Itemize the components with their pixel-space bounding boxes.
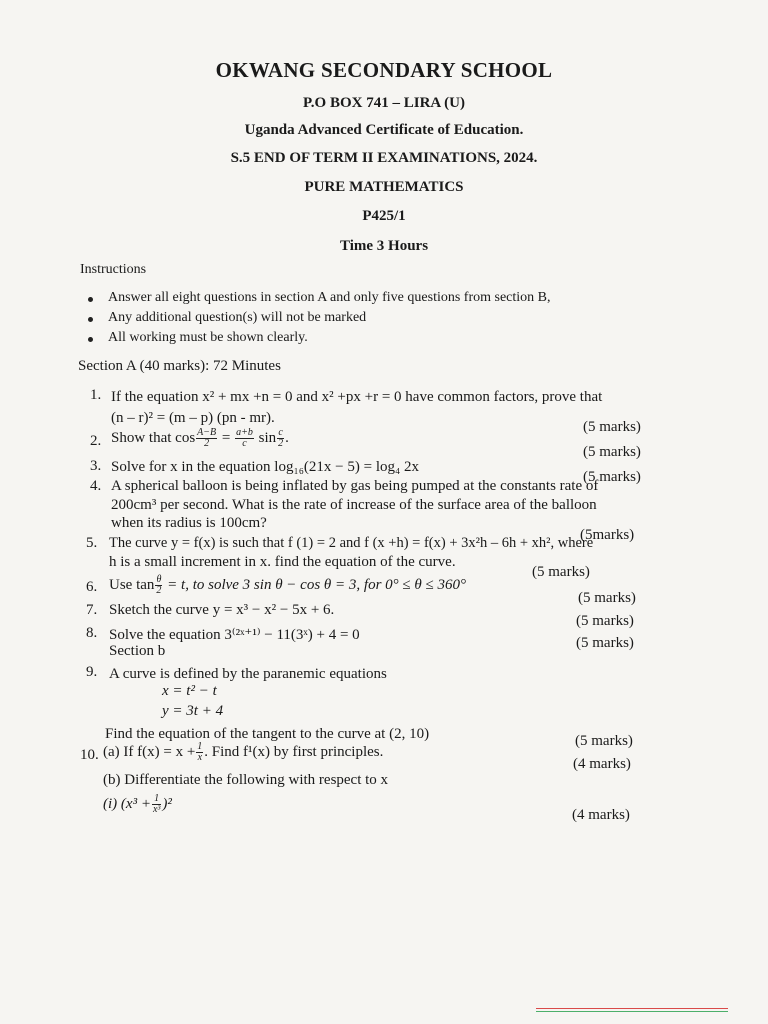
section-a-heading: Section A (40 marks): 72 Minutes bbox=[78, 358, 281, 374]
question-number: 9. bbox=[86, 664, 98, 680]
question-9-line2: Find the equation of the tangent to the curve at (2, 10) bbox=[105, 726, 430, 742]
fraction-numerator: 1 bbox=[197, 741, 203, 752]
q10-i-pre: (x³ + bbox=[120, 795, 151, 812]
question-1-marks: (5 marks) bbox=[583, 419, 641, 435]
q2-text: Show that cos bbox=[111, 429, 196, 446]
question-7-text: Sketch the curve y = x³ − x² − 5x + 6. bbox=[109, 602, 335, 618]
question-number: 1. bbox=[90, 387, 102, 403]
question-4-line1: A spherical balloon is being inflated by gas being pumped at the constants rate of bbox=[111, 478, 599, 494]
question-5-line1: The curve y = f(x) is such that f (1) = 2 and f (x +h) = f(x) + 3x²h – 6h + xh², where bbox=[109, 535, 594, 551]
question-7-marks: (5 marks) bbox=[576, 613, 634, 629]
q10-i-label: (i) bbox=[103, 795, 118, 812]
question-1-line2: (n – r)² = (m – p) (pn - mr). bbox=[111, 410, 275, 426]
fraction bbox=[196, 428, 217, 449]
fraction-numerator: 1 bbox=[152, 794, 161, 805]
question-number: 3. bbox=[90, 458, 102, 474]
instructions-heading: Instructions bbox=[80, 262, 147, 277]
question-9-eq1: x = t² − t bbox=[162, 683, 217, 699]
instruction-item: Any additional question(s) will not be marked bbox=[108, 310, 367, 325]
question-5-line2: h is a small increment in x. find the equation of the curve. bbox=[109, 554, 456, 570]
q10-i-post: )² bbox=[162, 795, 172, 812]
school-address: P.O BOX 741 – LIRA (U) bbox=[303, 95, 465, 111]
question-10a-marks: (4 marks) bbox=[573, 756, 631, 772]
question-6-marks: (5 marks) bbox=[578, 590, 636, 606]
fraction-denominator: 2 bbox=[156, 585, 162, 596]
question-number: 8. bbox=[86, 625, 98, 641]
q2-equals: = bbox=[221, 429, 231, 446]
q6-pre: Use tan bbox=[109, 576, 155, 593]
question-number: 6. bbox=[86, 579, 98, 595]
question-number: 7. bbox=[86, 602, 98, 618]
question-10a-text bbox=[103, 742, 383, 763]
bullet-icon bbox=[88, 337, 93, 342]
fraction-numerator: θ bbox=[156, 574, 162, 585]
q6-text: = t, to solve 3 sin θ − cos θ = 3, for 0° ≤ θ ≤ 360° bbox=[167, 576, 466, 593]
fraction bbox=[235, 428, 254, 449]
question-10b-text: (b) Differentiate the following with respect to x bbox=[103, 772, 389, 788]
fraction-denominator: 2 bbox=[204, 438, 210, 449]
fraction-denominator: 2 bbox=[278, 438, 284, 449]
question-2-marks: (5 marks) bbox=[583, 444, 641, 460]
fraction bbox=[152, 794, 161, 815]
question-1-line1: If the equation x² + mx +n = 0 and x² +px +r = 0 have common factors, prove that bbox=[111, 389, 603, 405]
question-9-line1: A curve is defined by the paranemic equations bbox=[109, 666, 387, 682]
question-2-text bbox=[111, 428, 289, 449]
question-8-marks: (5 marks) bbox=[576, 635, 634, 651]
question-10b-i bbox=[103, 794, 172, 815]
certificate-title: Uganda Advanced Certificate of Education. bbox=[244, 122, 524, 138]
question-4-line2: 200cm³ per second. What is the rate of increase of the surface area of the balloon bbox=[111, 497, 597, 513]
fraction-denominator: c bbox=[242, 438, 247, 449]
question-4-marks: (5marks) bbox=[580, 527, 635, 543]
q2-end: . bbox=[285, 429, 289, 446]
question-number: 5. bbox=[86, 535, 98, 551]
fraction-numerator: A−B bbox=[197, 427, 217, 438]
exam-title: S.5 END OF TERM II EXAMINATIONS, 2024. bbox=[230, 150, 538, 166]
subject-title: PURE MATHEMATICS bbox=[304, 179, 464, 195]
q2-sin: sin bbox=[258, 429, 277, 446]
bullet-icon bbox=[88, 317, 93, 322]
fraction-denominator: x³ bbox=[152, 804, 161, 815]
fraction-numerator: c bbox=[278, 427, 283, 438]
question-number: 2. bbox=[90, 433, 102, 449]
fraction bbox=[155, 575, 162, 596]
question-3-text: Solve for x in the equation log₁₆(21x − 5) = log₄ 2x bbox=[111, 459, 419, 475]
question-8-text: Solve the equation 3⁽²ˣ⁺¹⁾ − 11(3ˣ) + 4 = 0 bbox=[109, 627, 360, 643]
instruction-item: Answer all eight questions in section A and only five questions from section B, bbox=[108, 290, 551, 305]
fraction-denominator: x bbox=[197, 752, 203, 763]
section-b-heading: Section b bbox=[109, 643, 166, 659]
question-9-marks: (5 marks) bbox=[575, 733, 633, 749]
school-name: OKWANG SECONDARY SCHOOL bbox=[215, 58, 553, 82]
bullet-icon bbox=[88, 297, 93, 302]
question-6-text bbox=[109, 575, 466, 596]
q10a-post: . Find f¹(x) by first principles. bbox=[204, 743, 384, 760]
fraction bbox=[277, 428, 284, 449]
footer-red-line bbox=[536, 1008, 728, 1009]
question-number: 10. bbox=[80, 747, 99, 763]
paper-code: P425/1 bbox=[362, 208, 406, 224]
fraction-numerator: a+b bbox=[236, 427, 253, 438]
footer-green-line bbox=[536, 1011, 728, 1012]
instruction-item: All working must be shown clearly. bbox=[108, 330, 308, 345]
question-5-marks: (5 marks) bbox=[532, 564, 590, 580]
exam-duration: Time 3 Hours bbox=[339, 238, 429, 254]
question-number: 4. bbox=[90, 478, 102, 494]
q10a-pre: (a) If f(x) = x + bbox=[103, 743, 196, 760]
question-4-line3: when its radius is 100cm? bbox=[111, 515, 267, 531]
question-9-eq2: y = 3t + 4 bbox=[162, 703, 224, 719]
question-10b-i-marks: (4 marks) bbox=[572, 807, 630, 823]
fraction bbox=[196, 742, 203, 763]
question-3-marks: (5 marks) bbox=[583, 469, 641, 485]
